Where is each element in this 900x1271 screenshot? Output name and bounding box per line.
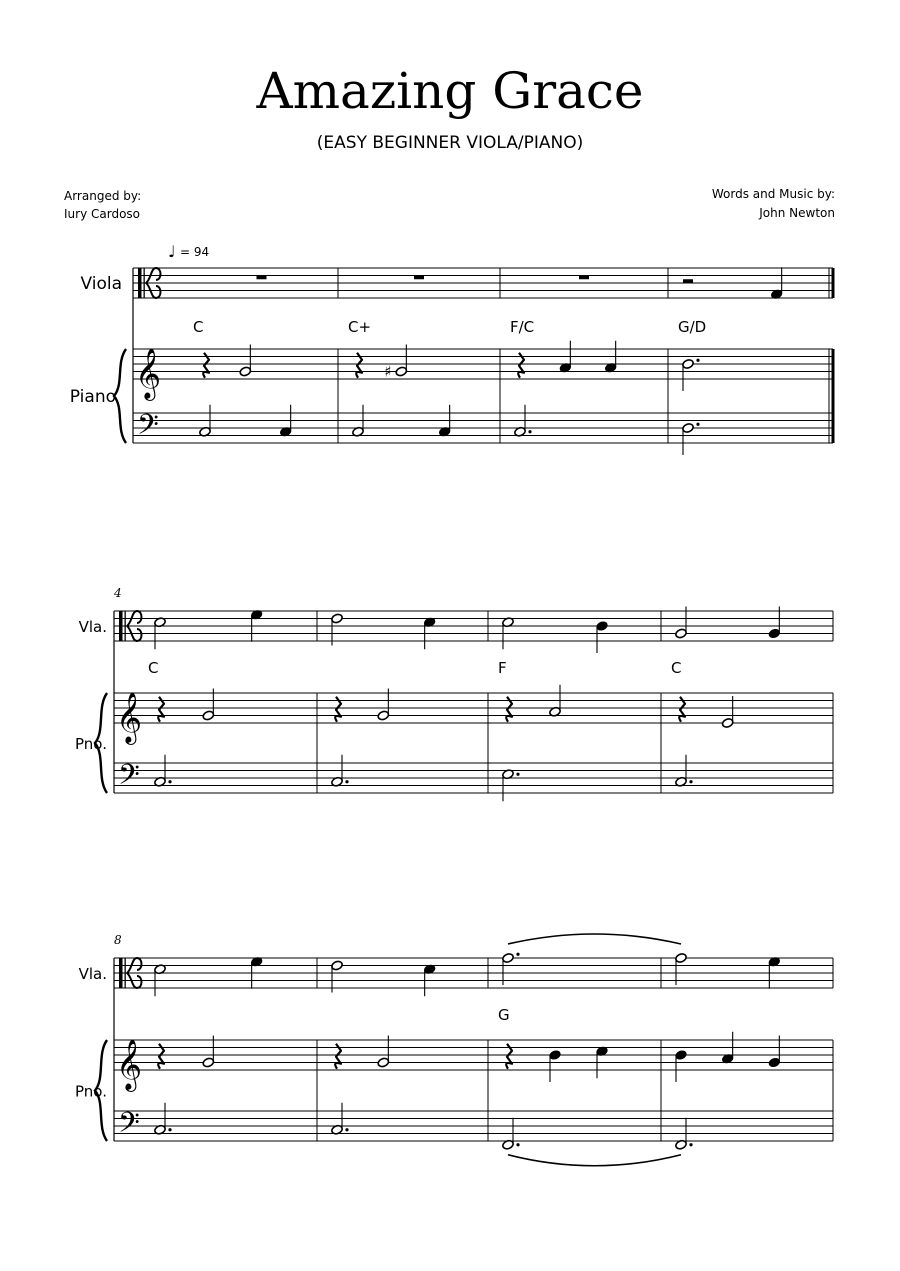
sharp-icon: ♯	[384, 362, 392, 381]
composer-name: John Newton	[759, 206, 835, 220]
chord-symbol: C	[671, 659, 682, 677]
viola-notehead	[596, 620, 609, 631]
augmentation-dot	[516, 953, 519, 956]
treble-notehead	[377, 710, 390, 721]
augmentation-dot	[689, 780, 692, 783]
treble-clef-icon: 𝄞	[116, 1039, 143, 1090]
treble-notehead	[377, 1057, 390, 1068]
chord-symbol: G/D	[678, 318, 707, 336]
augmentation-dot	[516, 1143, 519, 1146]
arranger-name: Iury Cardoso	[64, 207, 141, 221]
treble-notehead	[202, 1057, 215, 1068]
alto-clef-icon	[119, 958, 123, 988]
measure-number: 4	[114, 586, 122, 600]
treble-notehead	[549, 1049, 562, 1060]
score-systems	[70, 267, 833, 1166]
viola-notehead	[331, 960, 344, 971]
treble-clef-icon: 𝄞	[135, 348, 162, 399]
measure-number: 8	[114, 933, 122, 947]
treble-notehead	[395, 366, 408, 377]
composer-label: Words and Music by:	[711, 187, 835, 201]
alto-clef-icon	[119, 611, 123, 641]
chord-symbol: C+	[348, 318, 372, 336]
chord-symbol: F	[498, 659, 507, 677]
alto-clef-icon-thin	[125, 958, 126, 988]
augmentation-dot	[345, 1128, 348, 1131]
treble-notehead	[721, 717, 734, 728]
bass-clef-icon: 𝄢	[118, 758, 140, 799]
chord-symbol: C	[148, 659, 159, 677]
tempo-marking: = 94	[180, 245, 210, 259]
piano-name: Piano	[69, 387, 116, 407]
piano-name: Pno.	[75, 735, 107, 753]
song-title: Amazing Grace	[256, 62, 644, 120]
chord-symbol: F/C	[510, 318, 535, 336]
viola-notehead	[502, 952, 515, 963]
whole-rest-icon	[414, 276, 424, 280]
treble-notehead	[682, 358, 695, 369]
treble-notehead	[239, 366, 252, 377]
augmentation-dot	[696, 359, 699, 362]
viola-notehead	[768, 628, 781, 639]
piano-name: Pno.	[75, 1082, 107, 1101]
quarter-note-icon: ♩	[168, 242, 176, 261]
augmentation-dot	[528, 430, 531, 433]
whole-rest-icon	[579, 276, 589, 280]
song-subtitle: (EASY BEGINNER VIOLA/PIANO)	[316, 133, 584, 153]
chord-symbol: C	[193, 318, 204, 336]
viola-name: Vla.	[78, 965, 107, 983]
augmentation-dot	[516, 773, 519, 776]
bass-clef-icon: 𝄢	[137, 408, 159, 449]
viola-notehead	[331, 613, 344, 624]
alto-clef-icon-thin	[144, 268, 145, 298]
treble-notehead	[768, 1057, 781, 1068]
treble-notehead	[675, 1049, 688, 1060]
augmentation-dot	[345, 780, 348, 783]
arranger-label: Arranged by:	[64, 189, 142, 203]
treble-clef-icon: 𝄞	[116, 692, 143, 743]
half-rest-icon	[683, 279, 693, 283]
augmentation-dot	[168, 780, 171, 783]
chord-symbol: G	[498, 1006, 510, 1024]
alto-clef-icon	[138, 268, 142, 298]
augmentation-dot	[168, 1128, 171, 1131]
bass-tie	[508, 1155, 681, 1166]
viola-tie	[508, 934, 681, 944]
bass-clef-icon: 𝄢	[118, 1106, 140, 1147]
viola-name: Viola	[80, 274, 122, 294]
whole-rest-icon	[257, 276, 267, 280]
augmentation-dot	[689, 1143, 692, 1146]
bass-notehead	[682, 422, 695, 433]
alto-clef-icon-thin	[125, 611, 126, 641]
viola-notehead	[675, 952, 688, 963]
viola-notehead	[675, 628, 688, 639]
augmentation-dot	[696, 423, 699, 426]
viola-name: Vla.	[78, 618, 107, 636]
treble-notehead	[202, 710, 215, 721]
